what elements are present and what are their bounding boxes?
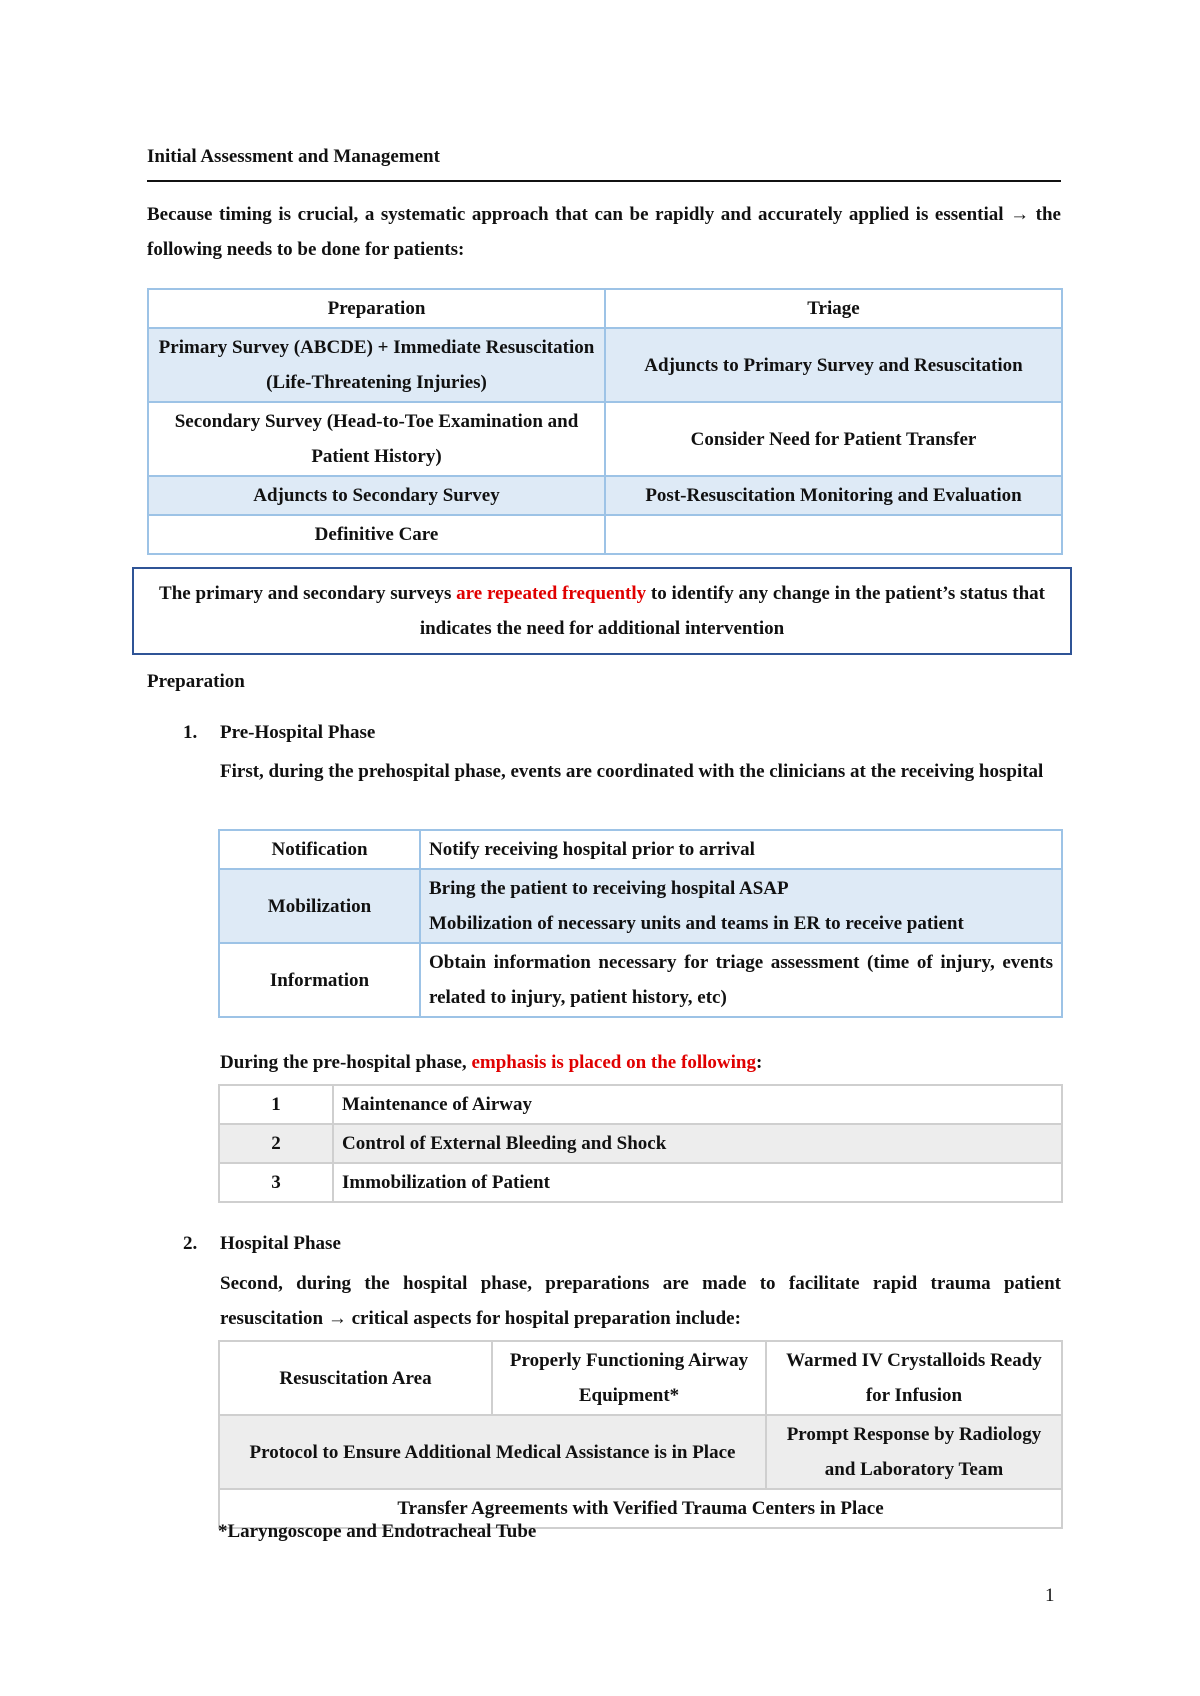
row-number: 2	[219, 1124, 333, 1163]
table-cell: Warmed IV Crystalloids Ready for Infusion	[766, 1341, 1062, 1415]
emphasis-sentence: During the pre-hospital phase, emphasis is placed on the following:	[220, 1052, 763, 1073]
table-cell: Transfer Agreements with Verified Trauma Centers in Place	[219, 1489, 1062, 1528]
table-row	[148, 289, 1062, 328]
callout-box	[132, 567, 1072, 655]
row-number: 1	[219, 1085, 333, 1124]
row-text: Immobilization of Patient	[333, 1163, 1062, 1202]
hospital-preparation-table	[218, 1340, 1063, 1529]
table-row	[219, 1415, 1062, 1489]
table-cell: Adjuncts to Primary Survey and Resuscitation	[605, 328, 1062, 402]
table-row	[219, 1341, 1062, 1415]
list-number: 1.	[183, 722, 198, 743]
row-label: Mobilization	[219, 869, 420, 943]
table-row	[219, 1124, 1062, 1163]
table-row	[148, 328, 1062, 402]
table-row	[148, 515, 1062, 554]
table-cell: Definitive Care	[148, 515, 605, 554]
list-number: 2.	[183, 1233, 198, 1254]
table-cell: Consider Need for Patient Transfer	[605, 402, 1062, 476]
row-label: Information	[219, 943, 420, 1017]
page-number: 1	[1045, 1585, 1055, 1606]
table-cell: Prompt Response by Radiology and Laboratory Team	[766, 1415, 1062, 1489]
row-value: Notify receiving hospital prior to arrival	[420, 830, 1062, 869]
table-cell: Triage	[605, 289, 1062, 328]
emphasis-highlight: emphasis is placed on the following	[471, 1052, 756, 1073]
row-value: Bring the patient to receiving hospital ASAP Mobilization of necessary units and teams in ER to receive patient	[420, 869, 1062, 943]
page-title: Initial Assessment and Management	[147, 146, 1061, 182]
phase-title: Hospital Phase	[220, 1233, 341, 1254]
phase-description: First, during the prehospital phase, events are coordinated with the clinicians at the receiving hospital	[220, 761, 1044, 782]
table-cell: Protocol to Ensure Additional Medical Assistance is in Place	[219, 1415, 766, 1489]
table-cell: Secondary Survey (Head-to-Toe Examination and Patient History)	[148, 402, 605, 476]
emphasis-table	[218, 1084, 1063, 1203]
table-row	[219, 943, 1062, 1017]
callout-text: to identify any change in the patient’s status that indicates the need for additional intervention	[419, 583, 1045, 639]
phase-title: Pre-Hospital Phase	[220, 722, 376, 743]
row-label: Notification	[219, 830, 420, 869]
table-row	[148, 402, 1062, 476]
prehospital-table	[218, 829, 1063, 1018]
table-row	[148, 476, 1062, 515]
table-row	[219, 1163, 1062, 1202]
section-heading: Preparation	[147, 671, 245, 692]
intro-paragraph: Because timing is crucial, a systematic approach that can be rapidly and accurately applied is essential → the following needs to be done for patients:	[147, 204, 1061, 260]
table-row	[219, 1085, 1062, 1124]
row-value: Obtain information necessary for triage assessment (time of injury, events related to injury, patient history, etc)	[420, 943, 1062, 1017]
callout-text: The primary and secondary surveys	[159, 583, 457, 604]
management-steps-table	[147, 288, 1063, 555]
table-cell: Adjuncts to Secondary Survey	[148, 476, 605, 515]
row-text: Control of External Bleeding and Shock	[333, 1124, 1062, 1163]
phase-description: Second, during the hospital phase, preparations are made to facilitate rapid trauma patient resuscitation → critical aspects for hospital preparation include:	[220, 1273, 1061, 1329]
row-number: 3	[219, 1163, 333, 1202]
table-cell: Properly Functioning Airway Equipment*	[492, 1341, 766, 1415]
table-cell	[605, 515, 1062, 554]
table-cell: Post-Resuscitation Monitoring and Evaluation	[605, 476, 1062, 515]
table-cell: Resuscitation Area	[219, 1341, 492, 1415]
table-cell: Primary Survey (ABCDE) + Immediate Resuscitation (Life-Threatening Injuries)	[148, 328, 605, 402]
table-row	[219, 830, 1062, 869]
row-text: Maintenance of Airway	[333, 1085, 1062, 1124]
table-row	[219, 869, 1062, 943]
callout-highlight: are repeated frequently	[456, 583, 647, 604]
footnote: *Laryngoscope and Endotracheal Tube	[218, 1521, 537, 1542]
table-cell: Preparation	[148, 289, 605, 328]
